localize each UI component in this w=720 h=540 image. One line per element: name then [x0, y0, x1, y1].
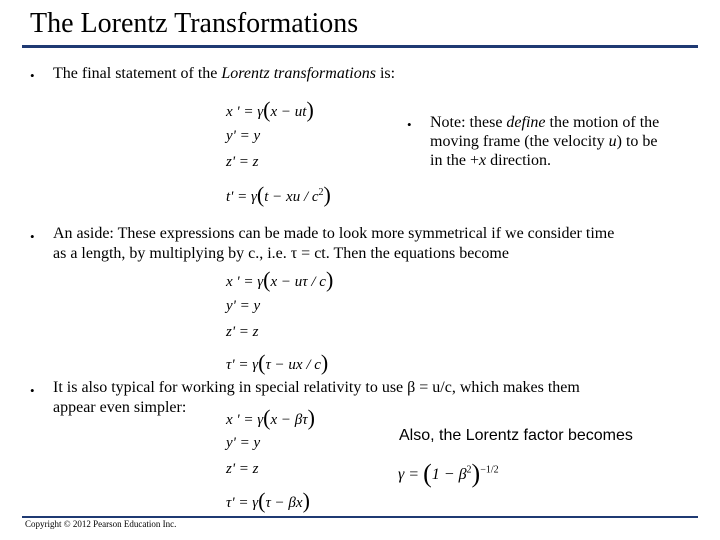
eq2-line-x: x ' = γ(x − uτ / c)	[226, 267, 334, 292]
bullet-2-line-1: An aside: These expressions can be made to look more symmetrical if we consider time	[53, 225, 615, 242]
note-var-u: u	[608, 133, 617, 150]
bullet-1-emphasis: Lorentz transformations	[221, 65, 376, 82]
eq1-line-t: t' = γ(t − xu / $c^2$)	[226, 182, 331, 207]
note-part-3: ) to be in the +	[430, 133, 658, 169]
eq3-x-inner: x − βτ	[270, 412, 308, 428]
eq2-tau-inner: τ − ux / c	[265, 357, 321, 373]
note-text	[430, 113, 660, 170]
eq2-line-y: y' = y	[226, 298, 261, 314]
copyright-notice: Copyright © 2012 Pearson Education Inc.	[25, 519, 177, 529]
eq1-line-y: y' = y	[226, 128, 261, 144]
eq2-tau-lhs: τ' = γ	[226, 357, 259, 373]
lorentz-factor-equation: $\gamma = (1 - \beta^2)^{-1/2}$	[398, 459, 499, 488]
bullet-1-suffix: is:	[375, 65, 396, 82]
eq1-t-exponent: 2	[318, 187, 324, 198]
footer-divider	[22, 516, 698, 518]
eq1-line-z: z' = z	[226, 154, 259, 170]
eq3-line-tau: τ' = γ(τ − βx)	[226, 488, 310, 513]
eq1-x-inner: x − ut	[270, 104, 307, 120]
note-var-x: x	[479, 152, 487, 169]
eq1-t-inner: t − xu / c	[264, 189, 319, 205]
eq3-tau-lhs: τ' = γ	[226, 495, 259, 511]
note-part-4: direction.	[486, 152, 551, 169]
bullet-marker: •	[30, 229, 35, 244]
gamma-lhs: γ =	[398, 466, 424, 483]
gamma-outer-exponent: −1/2	[480, 464, 499, 476]
eq1-x-lhs: x ' = γ	[226, 104, 264, 120]
note-part-1: Note: these	[430, 114, 507, 131]
eq2-x-inner: x − uτ / c	[270, 274, 326, 290]
lorentz-factor-caption: Also, the Lorentz factor becomes	[399, 427, 633, 444]
eq3-x-lhs: x ' = γ	[226, 412, 264, 428]
gamma-inner-exponent: 2	[466, 464, 472, 476]
eq1-line-x: x ' = γ(x − ut)	[226, 97, 314, 122]
bullet-marker: •	[30, 68, 35, 83]
bullet-marker: •	[30, 383, 35, 398]
bullet-1-text	[53, 64, 395, 83]
gamma-inner: 1 − β	[431, 466, 467, 483]
title-divider	[22, 45, 698, 48]
page-title: The Lorentz Transformations	[30, 8, 359, 39]
eq2-line-z: z' = z	[226, 324, 259, 340]
bullet-3-line-1: It is also typical for working in special relativity to use β = u/c, which makes them	[53, 379, 580, 396]
bullet-3-line-2: appear even simpler:	[53, 399, 187, 416]
bullet-1-prefix: The final statement of the	[53, 65, 222, 82]
note-emphasis: define	[506, 114, 546, 131]
eq3-line-y: y' = y	[226, 435, 261, 451]
eq3-tau-inner: τ − βx	[265, 495, 303, 511]
eq2-x-lhs: x ' = γ	[226, 274, 264, 290]
eq1-t-lhs: t' = γ	[226, 189, 257, 205]
eq3-line-z: z' = z	[226, 461, 259, 477]
eq3-line-x: x ' = γ(x − βτ)	[226, 405, 315, 430]
bullet-2-line-2: as a length, by multiplying by c., i.e. τ = ct. Then the equations become	[53, 245, 509, 262]
eq2-line-tau: τ' = γ(τ − ux / c)	[226, 350, 329, 375]
note-part-2: the motion of the moving frame (the velocity	[430, 114, 660, 150]
note-bullet-marker: •	[407, 117, 412, 132]
